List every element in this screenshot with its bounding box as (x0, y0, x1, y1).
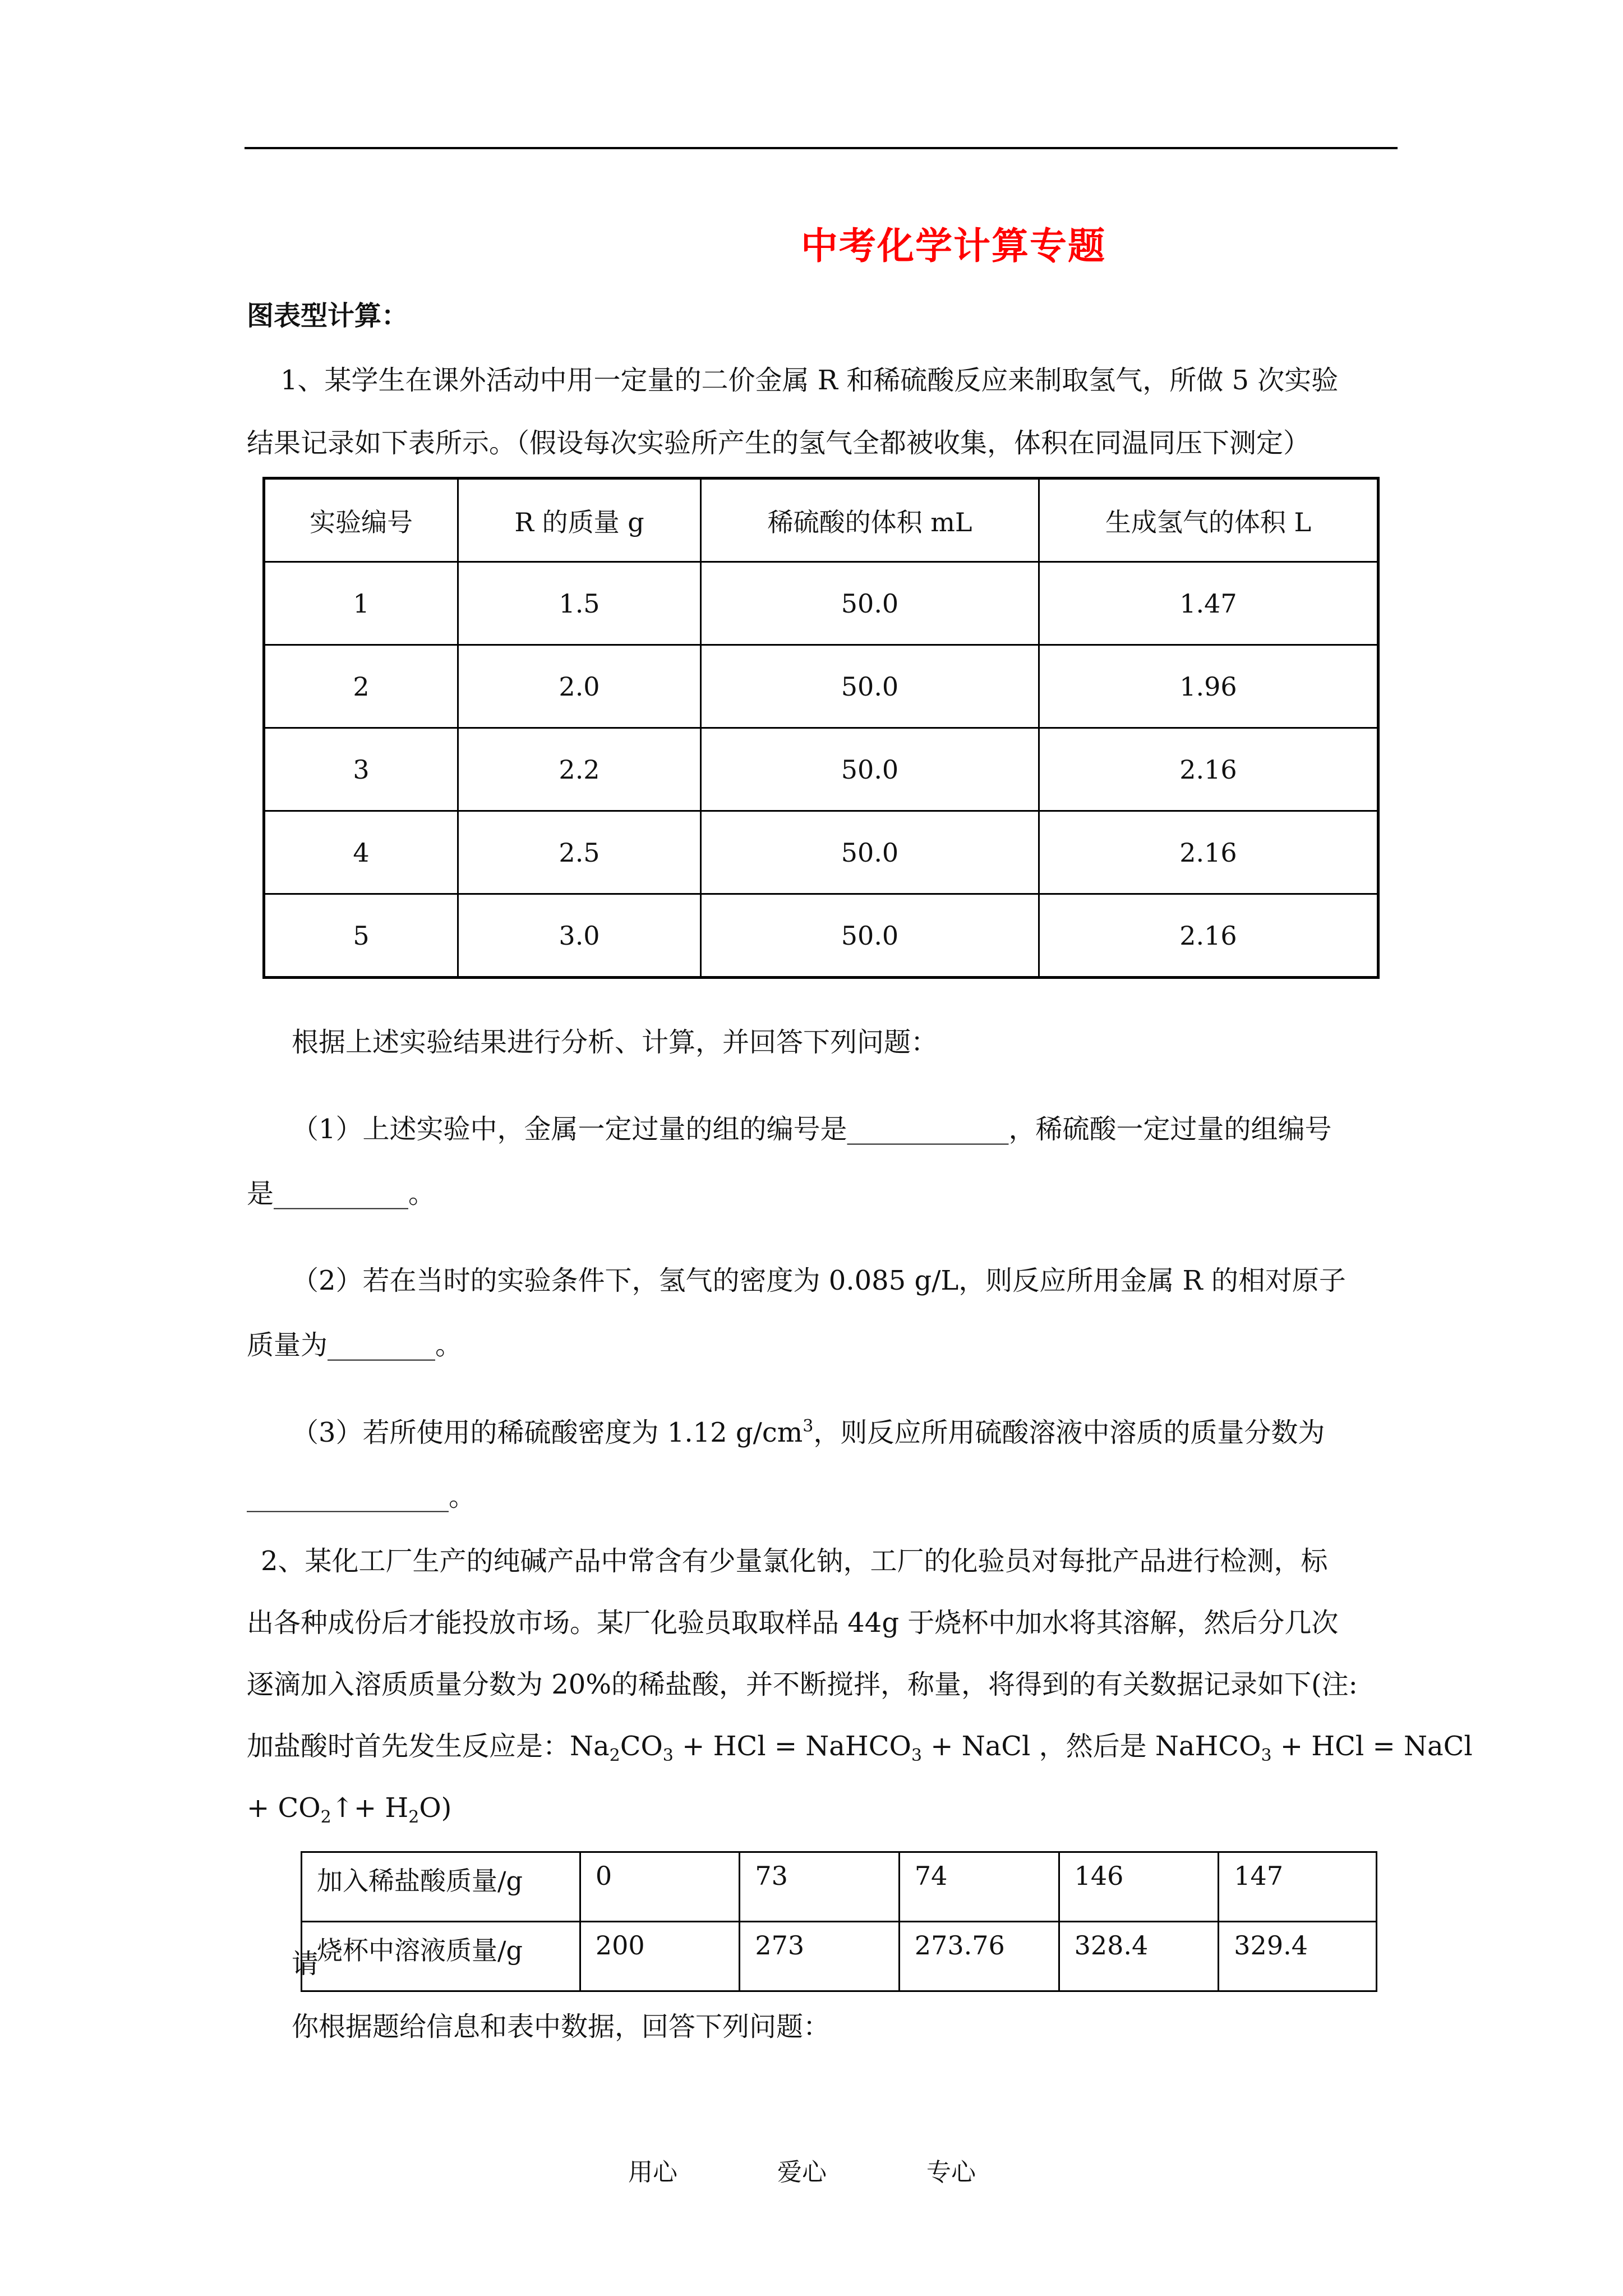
table-cell: 2.16 (1039, 811, 1378, 894)
table-cell: 273 (740, 1922, 900, 1991)
q2-text: + NaCl ，然后是 NaHCO (921, 1731, 1261, 1762)
table-cell: 3.0 (458, 894, 701, 978)
table-cell: 1.5 (458, 562, 701, 645)
table-row (264, 894, 1378, 978)
table-cell: 50.0 (701, 894, 1039, 978)
table-cell: 2 (264, 645, 458, 728)
q2-line-3: 逐滴加入溶质质量分数为 20%的稀盐酸，并不断搅拌，称量，将得到的有关数据记录如下(注: (247, 1669, 1358, 1700)
table-row (302, 1922, 1377, 1991)
table-cell: 328.4 (1059, 1922, 1219, 1991)
table-cell: 2.16 (1039, 728, 1378, 811)
table-cell: 200 (580, 1922, 740, 1991)
header-cell: 稀硫酸的体积 mL (701, 478, 1039, 562)
section-heading: 图表型计算： (247, 300, 409, 332)
cubic-superscript: 3 (803, 1416, 814, 1436)
q2-text: + CO (247, 1792, 321, 1824)
q2-line-4 (247, 1731, 1473, 1766)
q2-prompt: 你根据题给信息和表中数据，回答下列问题： (292, 2011, 831, 2042)
table-cell: 3 (264, 728, 458, 811)
header-cell: 生成氢气的体积 L (1039, 478, 1378, 562)
subscript: 3 (1261, 1746, 1272, 1765)
header-cell: 实验编号 (264, 478, 458, 562)
q2-text: ↑+ H (331, 1792, 409, 1824)
table-row (264, 645, 1378, 728)
q2-line-1: 2、某化工厂生产的纯碱产品中常含有少量氯化钠，工厂的化验员对每批产品进行检测，标 (261, 1545, 1328, 1577)
footer-item: 爱心 (777, 2158, 827, 2187)
table-cell: 147 (1219, 1852, 1377, 1922)
table-cell: 2.16 (1039, 894, 1378, 978)
table-row (264, 562, 1378, 645)
q1-line-2: 结果记录如下表所示。（假设每次实验所产生的氢气全都被收集，体积在同温同压下测定） (247, 427, 1311, 459)
experiment-table (262, 477, 1380, 979)
table-cell: 1.96 (1039, 645, 1378, 728)
q1-sub2-line-1: （2）若在当时的实验条件下，氢气的密度为 0.085 g/L，则反应所用金属 R 的相对原子 (292, 1265, 1346, 1296)
table-cell: 50.0 (701, 811, 1039, 894)
table-row (264, 728, 1378, 811)
q1-line-1: 1、某学生在课外活动中用一定量的二价金属 R 和稀硫酸反应来制取氢气，所做 5 次实验 (280, 365, 1339, 396)
q2-text: 加盐酸时首先发生反应是：Na (247, 1731, 610, 1762)
subscript: 2 (609, 1746, 620, 1765)
table-header-row (264, 478, 1378, 562)
q1-sub2-line-2: 质量为________。 (247, 1329, 463, 1361)
subscript: 2 (408, 1807, 419, 1827)
table-cell: 50.0 (701, 728, 1039, 811)
table-cell: 1 (264, 562, 458, 645)
table-cell: 2.2 (458, 728, 701, 811)
header-cell: R 的质量 g (458, 478, 701, 562)
table-cell: 烧杯中溶液质量/g (302, 1922, 580, 1991)
table-row (264, 811, 1378, 894)
table-cell: 0 (580, 1852, 740, 1922)
subscript: 2 (320, 1807, 331, 1827)
hcl-data-table (301, 1851, 1377, 1992)
q1-sub1-line-1: （1）上述实验中，金属一定过量的组的编号是____________，稀硫酸一定过量的组编号 (292, 1114, 1332, 1145)
q1-sub3-text-b: ，则反应所用硫酸溶液中溶质的质量分数为 (813, 1417, 1325, 1448)
q1-sub3-text-a: （3）若所使用的稀硫酸密度为 1.12 g/cm (292, 1417, 803, 1448)
q2-line-2: 出各种成份后才能投放市场。某厂化验员取取样品 44g 于烧杯中加水将其溶解，然后分几次 (247, 1607, 1339, 1639)
page-title: 中考化学计算专题 (801, 224, 1106, 268)
table-cell: 2.5 (458, 811, 701, 894)
subscript: 3 (911, 1746, 922, 1765)
qing-char: 请 (292, 1948, 319, 1980)
table-cell: 5 (264, 894, 458, 978)
table-row (302, 1852, 1377, 1922)
table-cell: 1.47 (1039, 562, 1378, 645)
header-rule (245, 147, 1398, 149)
table-cell: 4 (264, 811, 458, 894)
page-footer (628, 2152, 976, 2188)
footer-item: 专心 (926, 2158, 976, 2187)
q1-sub1-line-2: 是__________。 (247, 1178, 436, 1209)
q2-text: + HCl = NaCl (1271, 1731, 1473, 1762)
table-cell: 2.0 (458, 645, 701, 728)
footer-item: 用心 (628, 2158, 677, 2187)
q1-intro: 根据上述实验结果进行分析、计算，并回答下列问题： (292, 1027, 938, 1058)
table-cell: 50.0 (701, 562, 1039, 645)
table-cell: 加入稀盐酸质量/g (302, 1852, 580, 1922)
subscript: 3 (662, 1746, 674, 1765)
table-cell: 50.0 (701, 645, 1039, 728)
table-cell: 73 (740, 1852, 900, 1922)
table-cell: 74 (899, 1852, 1059, 1922)
q2-text: CO (620, 1731, 663, 1762)
table-cell: 329.4 (1219, 1922, 1377, 1991)
q2-line-5 (247, 1792, 1402, 1828)
q2-text: + HCl = NaHCO (673, 1731, 911, 1762)
q1-sub3-line-1 (292, 1416, 1447, 1450)
q1-sub3-line-2: _______________。 (247, 1481, 476, 1512)
table-cell: 146 (1059, 1852, 1219, 1922)
q2-text: O) (419, 1792, 452, 1824)
table-cell: 273.76 (899, 1922, 1059, 1991)
